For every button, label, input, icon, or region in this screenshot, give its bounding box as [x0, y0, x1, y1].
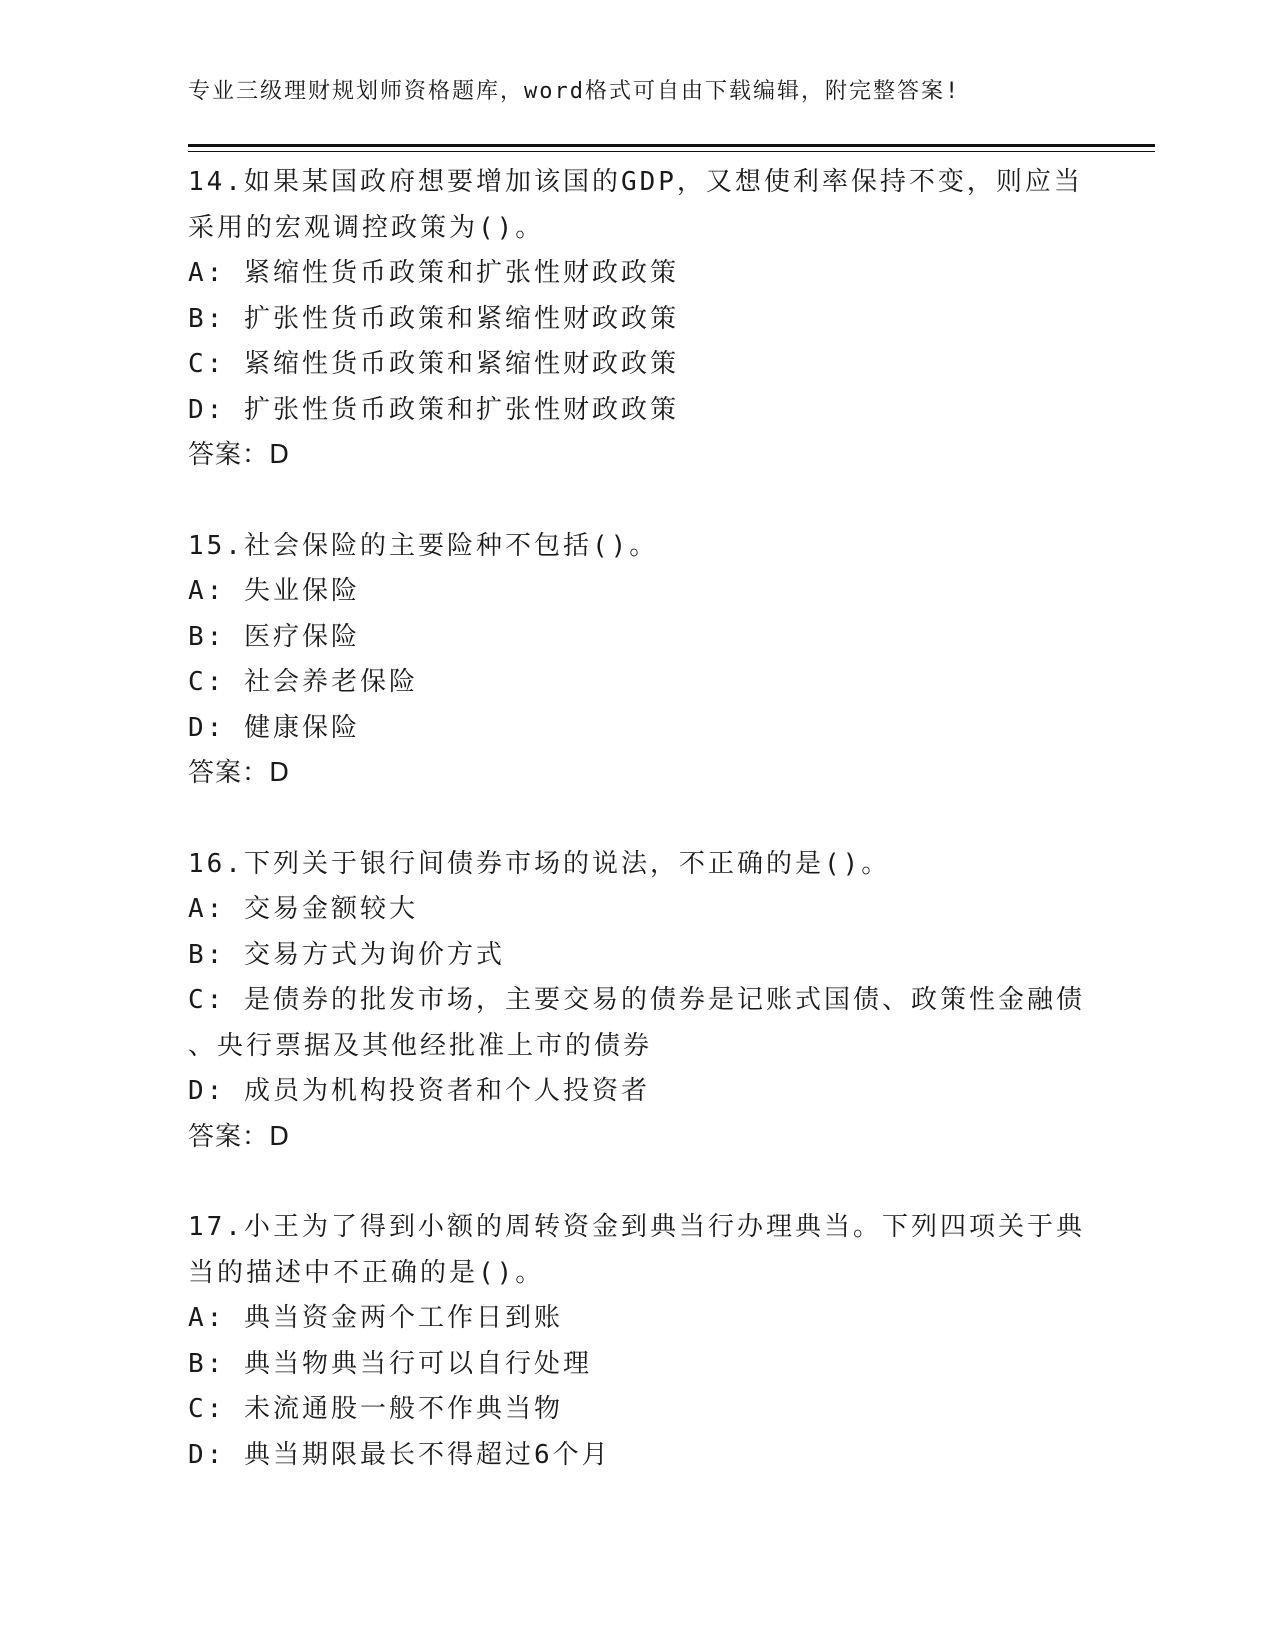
header-divider	[188, 144, 1155, 152]
option-b: B: 交易方式为询价方式	[188, 939, 505, 970]
answer: 答案：D	[188, 440, 291, 470]
option-c: C: 是债券的批发市场，主要交易的债券是记账式国债、政策性金融债	[188, 985, 1085, 1015]
question-stem: 当的描述中不正确的是()。	[188, 1257, 545, 1288]
option-c: C: 未流通股一般不作典当物	[188, 1394, 563, 1424]
answer: 答案：D	[188, 758, 291, 788]
question-stem: 16.下列关于银行间债券市场的说法，不正确的是()。	[188, 848, 891, 879]
option-d: D: 成员为机构投资者和个人投资者	[188, 1076, 650, 1106]
option-a: A: 紧缩性货币政策和扩张性财政政策	[188, 258, 679, 288]
option-b: B: 医疗保险	[188, 621, 360, 652]
option-c: C: 社会养老保险	[188, 667, 418, 697]
option-b: B: 扩张性货币政策和紧缩性财政政策	[188, 303, 679, 334]
question-17	[188, 1205, 1088, 1478]
question-stem: 采用的宏观调控政策为()。	[188, 212, 545, 243]
question-stem: 15.社会保险的主要险种不包括()。	[188, 530, 659, 561]
option-a: A: 典当资金两个工作日到账	[188, 1303, 563, 1333]
page-header: 专业三级理财规划师资格题库，word格式可自由下载编辑，附完整答案!	[188, 79, 961, 104]
answer: 答案：D	[188, 1121, 291, 1152]
question-list	[188, 160, 1088, 1523]
option-b: B: 典当物典当行可以自行处理	[188, 1348, 592, 1379]
question-stem: 17.小王为了得到小额的周转资金到典当行办理典当。下列四项关于典	[188, 1212, 1085, 1242]
question-stem: 14.如果某国政府想要增加该国的GDP，又想使利率保持不变，则应当	[188, 167, 1083, 197]
option-d: D: 健康保险	[188, 712, 360, 743]
option-c: C: 紧缩性货币政策和紧缩性财政政策	[188, 349, 679, 379]
question-14	[188, 160, 1088, 479]
option-c-continued: 、央行票据及其他经批准上市的债券	[188, 1030, 653, 1061]
option-d: D: 典当期限最长不得超过6个月	[188, 1439, 611, 1470]
question-16	[188, 842, 1088, 1161]
option-a: A: 交易金额较大	[188, 894, 418, 924]
option-d: D: 扩张性货币政策和扩张性财政政策	[188, 394, 679, 425]
question-15	[188, 524, 1088, 797]
option-a: A: 失业保险	[188, 576, 360, 606]
